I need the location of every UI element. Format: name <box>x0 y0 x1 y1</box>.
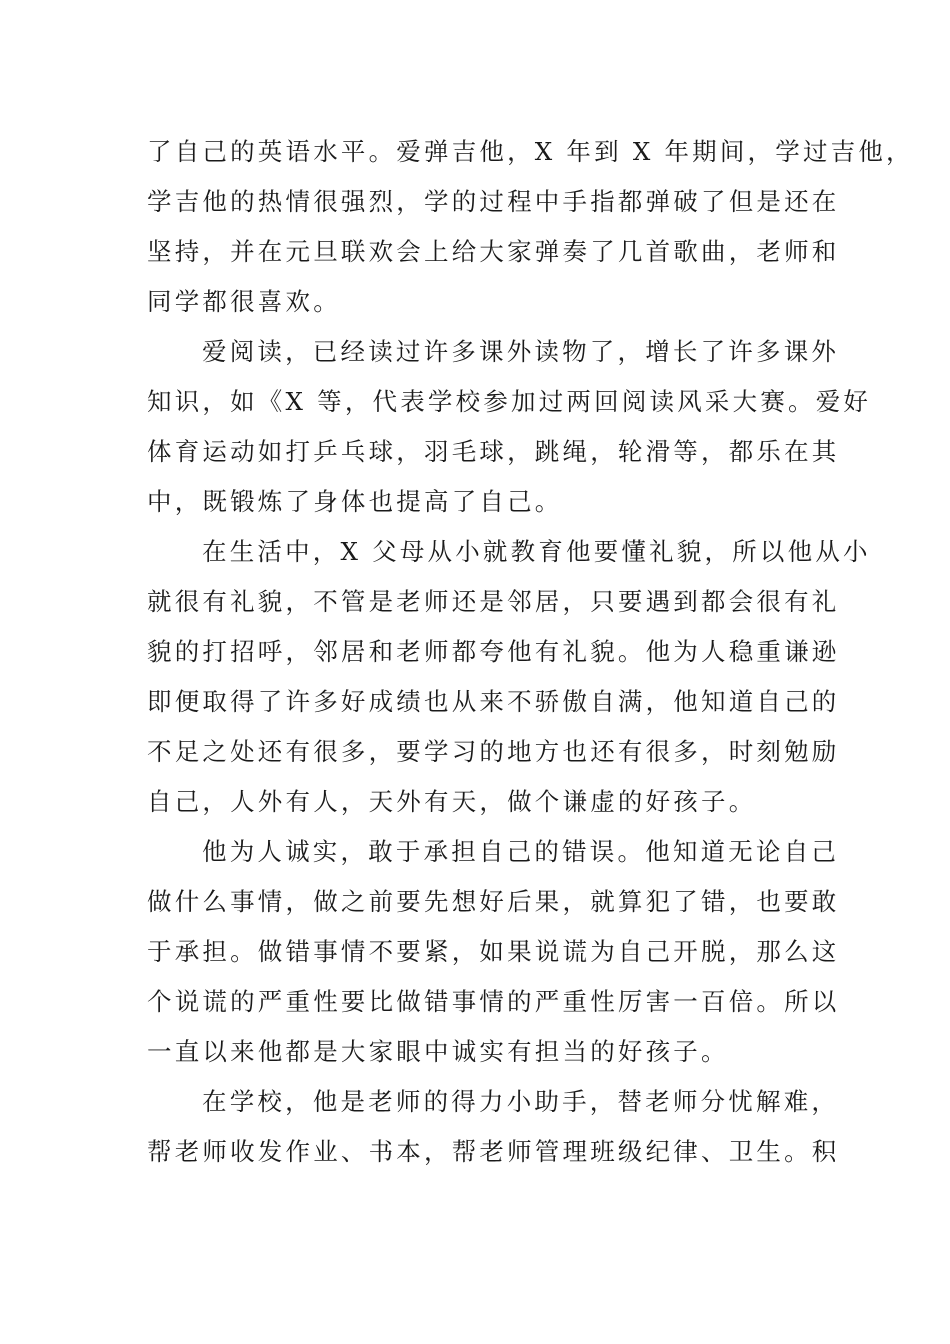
paragraph <box>147 1077 840 1177</box>
paragraph <box>147 527 871 827</box>
text-line: 在生活中，X 父母从小就教育他要懂礼貌，所以他从小 <box>202 537 871 566</box>
text-line: 帮老师收发作业、书本，帮老师管理班级纪律、卫生。积 <box>147 1137 840 1166</box>
text-line: 同学都很喜欢。 <box>147 287 341 316</box>
paragraph <box>147 127 914 327</box>
text-line: 做什么事情，做之前要先想好后果，就算犯了错，也要敢 <box>147 887 840 916</box>
text-line: 了自己的英语水平。爱弹吉他，X 年到 X 年期间，学过吉他， <box>147 137 914 166</box>
text-line: 即便取得了许多好成绩也从来不骄傲自满，他知道自己的 <box>147 687 840 716</box>
text-line: 在学校，他是老师的得力小助手，替老师分忧解难， <box>202 1087 840 1116</box>
paragraph <box>147 327 872 527</box>
text-line: 体育运动如打乒乓球，羽毛球，跳绳，轮滑等，都乐在其 <box>147 437 840 466</box>
text-line: 学吉他的热情很强烈，学的过程中手指都弹破了但是还在 <box>147 187 840 216</box>
text-line: 个说谎的严重性要比做错事情的严重性厉害一百倍。所以 <box>147 987 840 1016</box>
text-line: 于承担。做错事情不要紧，如果说谎为自己开脱，那么这 <box>147 937 840 966</box>
text-line: 中，既锻炼了身体也提高了自己。 <box>147 487 563 516</box>
text-line: 自己，人外有人，天外有天，做个谦虚的好孩子。 <box>147 787 757 816</box>
text-line: 貌的打招呼，邻居和老师都夸他有礼貌。他为人稳重谦逊 <box>147 637 840 666</box>
document-body <box>147 127 914 1177</box>
text-line: 一直以来他都是大家眼中诚实有担当的好孩子。 <box>147 1037 729 1066</box>
text-line: 就很有礼貌，不管是老师还是邻居，只要遇到都会很有礼 <box>147 587 840 616</box>
text-line: 爱阅读，已经读过许多课外读物了，增长了许多课外 <box>202 337 840 366</box>
text-line: 他为人诚实，敢于承担自己的错误。他知道无论自己 <box>202 837 840 866</box>
paragraph <box>147 827 840 1077</box>
text-line: 不足之处还有很多，要学习的地方也还有很多，时刻勉励 <box>147 737 840 766</box>
text-line: 知识，如《X 等，代表学校参加过两回阅读风采大赛。爱好 <box>147 387 872 416</box>
text-line: 坚持，并在元旦联欢会上给大家弹奏了几首歌曲，老师和 <box>147 237 840 266</box>
